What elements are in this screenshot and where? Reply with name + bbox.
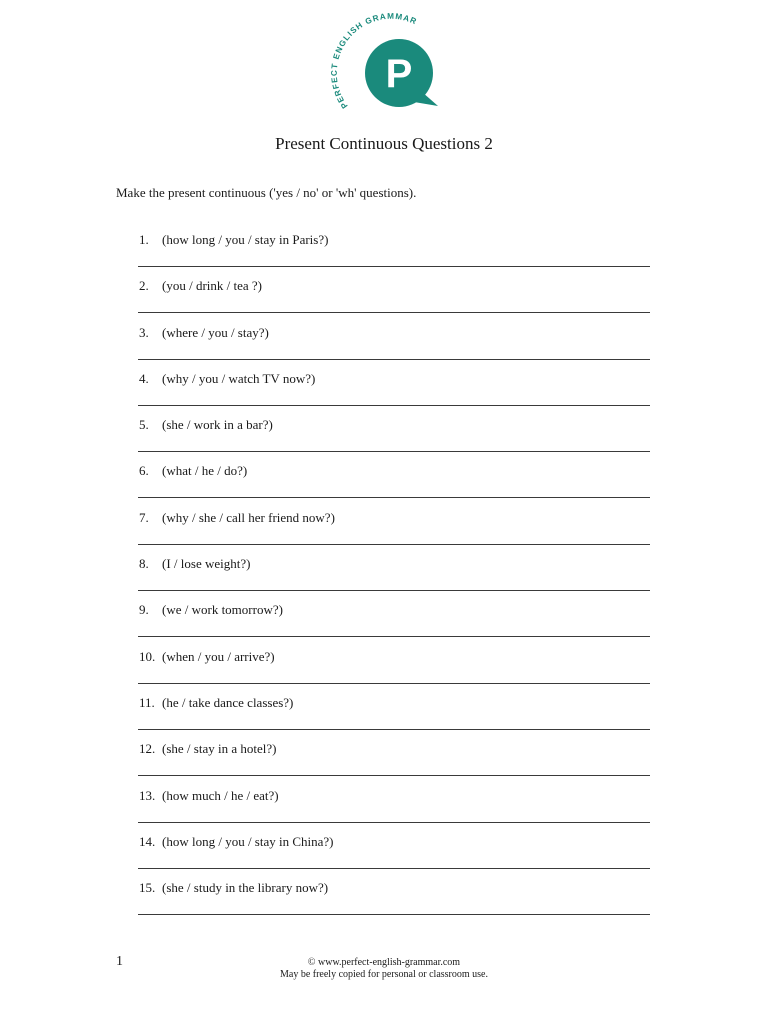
question-number: 6. bbox=[139, 463, 149, 479]
worksheet-title: Present Continuous Questions 2 bbox=[275, 134, 493, 153]
question-number: 14. bbox=[139, 833, 156, 849]
answer-line[interactable] bbox=[138, 729, 650, 730]
page-number: 1 bbox=[116, 954, 123, 969]
footer-license: May be freely copied for personal or classroom use. bbox=[280, 969, 488, 980]
answer-line[interactable] bbox=[138, 544, 650, 545]
answer-line[interactable] bbox=[138, 266, 650, 267]
answer-line[interactable] bbox=[138, 868, 650, 869]
question-prompt: (she / study in the library now?) bbox=[162, 880, 329, 896]
question-number: 9. bbox=[139, 602, 149, 618]
question-item bbox=[0, 554, 768, 600]
answer-line[interactable] bbox=[138, 822, 650, 823]
question-number: 11. bbox=[139, 694, 155, 710]
logo-brand-textpath: PERFECT ENGLISH GRAMMAR bbox=[329, 11, 419, 111]
question-prompt: (you / drink / tea ?) bbox=[162, 278, 262, 294]
answer-line[interactable] bbox=[138, 312, 650, 313]
answer-line[interactable] bbox=[138, 775, 650, 776]
question-prompt: (we / work tomorrow?) bbox=[162, 602, 283, 618]
question-prompt: (how much / he / eat?) bbox=[162, 787, 279, 803]
question-prompt: (when / you / arrive?) bbox=[162, 648, 275, 664]
answer-line[interactable] bbox=[138, 405, 650, 406]
question-list bbox=[0, 230, 768, 924]
question-prompt: (why / she / call her friend now?) bbox=[162, 509, 335, 525]
footer-copyright: © www.perfect-english-grammar.com bbox=[307, 957, 461, 968]
question-number: 15. bbox=[139, 880, 156, 896]
question-prompt: (what / he / do?) bbox=[162, 463, 248, 479]
question-item bbox=[0, 461, 768, 507]
question-number: 12. bbox=[139, 741, 156, 757]
question-prompt: (she / work in a bar?) bbox=[162, 417, 273, 433]
question-number: 10. bbox=[139, 648, 156, 664]
answer-line[interactable] bbox=[138, 359, 650, 360]
question-prompt: (she / stay in a hotel?) bbox=[162, 741, 277, 757]
logo-letter: P bbox=[385, 52, 413, 96]
question-item bbox=[0, 276, 768, 322]
question-item bbox=[0, 415, 768, 461]
worksheet-instructions: Make the present continuous ('yes / no' or 'wh' questions). bbox=[116, 185, 417, 200]
question-prompt: (how long / you / stay in Paris?) bbox=[162, 232, 329, 247]
question-number: 1. bbox=[139, 232, 149, 247]
answer-line[interactable] bbox=[138, 590, 650, 591]
question-number: 4. bbox=[139, 370, 149, 386]
question-item bbox=[0, 508, 768, 554]
answer-line[interactable] bbox=[138, 451, 650, 452]
question-number: 7. bbox=[139, 509, 149, 525]
question-item bbox=[0, 739, 768, 785]
question-item bbox=[0, 832, 768, 878]
question-number: 3. bbox=[139, 324, 149, 340]
question-item bbox=[0, 878, 768, 924]
question-item bbox=[0, 693, 768, 739]
question-item bbox=[0, 323, 768, 369]
question-item bbox=[0, 600, 768, 646]
question-prompt: (how long / you / stay in China?) bbox=[162, 833, 334, 849]
question-prompt: (why / you / watch TV now?) bbox=[162, 370, 316, 386]
question-item bbox=[0, 230, 768, 276]
question-number: 13. bbox=[139, 787, 156, 803]
question-number: 2. bbox=[139, 278, 149, 294]
page-footer bbox=[0, 957, 768, 981]
question-prompt: (I / lose weight?) bbox=[162, 556, 251, 572]
answer-line[interactable] bbox=[138, 636, 650, 637]
question-prompt: (where / you / stay?) bbox=[162, 324, 269, 340]
question-number: 8. bbox=[139, 556, 149, 572]
question-item bbox=[0, 786, 768, 832]
question-number: 5. bbox=[139, 417, 149, 433]
question-item bbox=[0, 647, 768, 693]
answer-line[interactable] bbox=[138, 914, 650, 915]
question-prompt: (he / take dance classes?) bbox=[162, 694, 294, 710]
perfect-english-grammar-logo bbox=[326, 2, 442, 118]
answer-line[interactable] bbox=[138, 497, 650, 498]
answer-line[interactable] bbox=[138, 683, 650, 684]
question-item bbox=[0, 369, 768, 415]
